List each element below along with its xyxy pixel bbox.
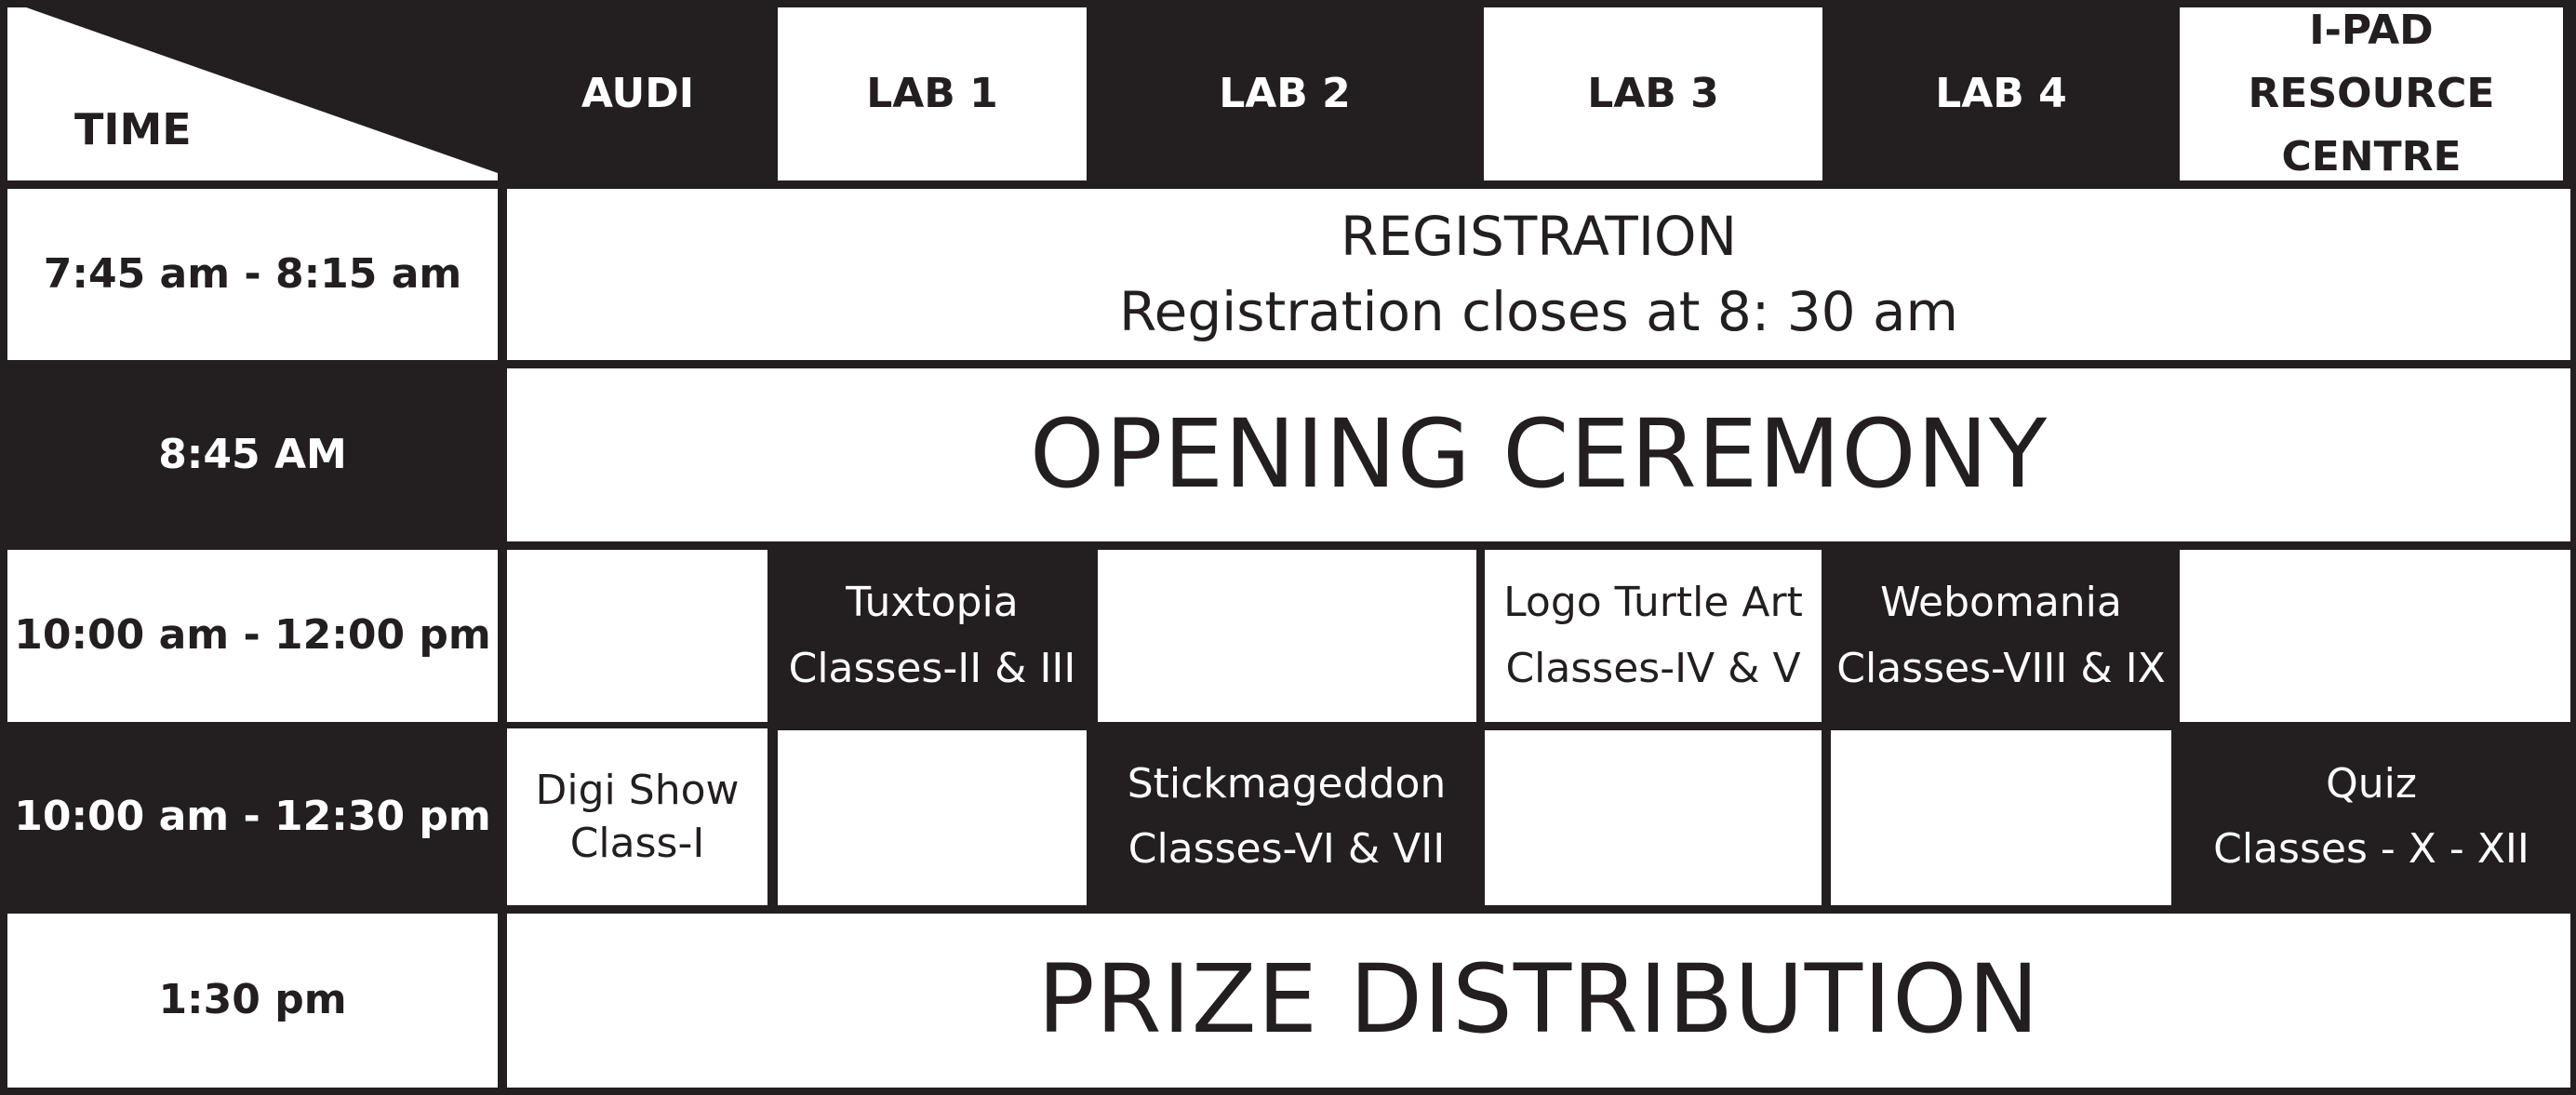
event-name: Logo Turtle Art [1503,579,1803,627]
time-session1: 10:00 am - 12:00 pm [7,550,498,722]
session1-audi-empty [507,550,767,722]
session1-lab3-cell [1485,550,1822,722]
session2-lab1-empty [778,730,1087,905]
time-session2: 10:00 am - 12:30 pm [7,728,498,905]
event-classes: Classes-VI & VII [1128,825,1446,873]
time-label: TIME [74,104,192,154]
session1-lab2-empty [1098,550,1476,722]
event-name: Quiz [2326,759,2417,808]
event-name: Stickmageddon [1127,759,1447,808]
registration-title: REGISTRATION [1341,204,1737,268]
session1-ipad-empty [2180,550,2570,722]
corner-white-triangle [7,7,498,180]
session2-ipad-cell [2174,728,2569,905]
venue-header-audi: AUDI [505,7,770,180]
event-name: Tuxtopia [846,579,1019,627]
venue-header-lab4: LAB 4 [1831,7,2171,180]
event-name: Digi Show [535,766,740,814]
registration-cell [507,189,2570,360]
session1-lab4-cell [1825,550,2177,722]
session2-lab2-cell [1090,728,1483,905]
time-prize: 1:30 pm [7,914,498,1088]
event-classes: Classes-IV & V [1505,644,1801,692]
event-name: Webomania [1880,579,2122,627]
venue-header-lab3: LAB 3 [1484,7,1822,180]
session2-audi-cell [507,728,767,905]
event-classes: Classes-II & III [788,644,1076,692]
event-classes: Class-I [569,820,705,867]
prize-distribution-cell: PRIZE DISTRIBUTION [507,914,2570,1088]
venue-label: VENUE [259,24,421,74]
event-classes: Classes-VIII & IX [1836,644,2166,692]
session2-lab3-empty [1485,730,1822,905]
session2-lab4-empty [1831,730,2171,905]
opening-ceremony-cell: OPENING CEREMONY [507,368,2570,541]
venue-header-ipad: I-PAD RESOURCE CENTRE [2180,7,2563,180]
event-classes: Classes - X - XII [2213,825,2529,873]
session1-lab1-cell [770,550,1094,722]
registration-note: Registration closes at 8: 30 am [1118,280,1959,343]
venue-header-lab1: LAB 1 [778,7,1087,180]
time-registration: 7:45 am - 8:15 am [7,189,498,360]
corner-header-cell [7,7,498,180]
venue-header-lab2: LAB 2 [1094,7,1475,180]
time-opening: 8:45 AM [7,368,498,541]
